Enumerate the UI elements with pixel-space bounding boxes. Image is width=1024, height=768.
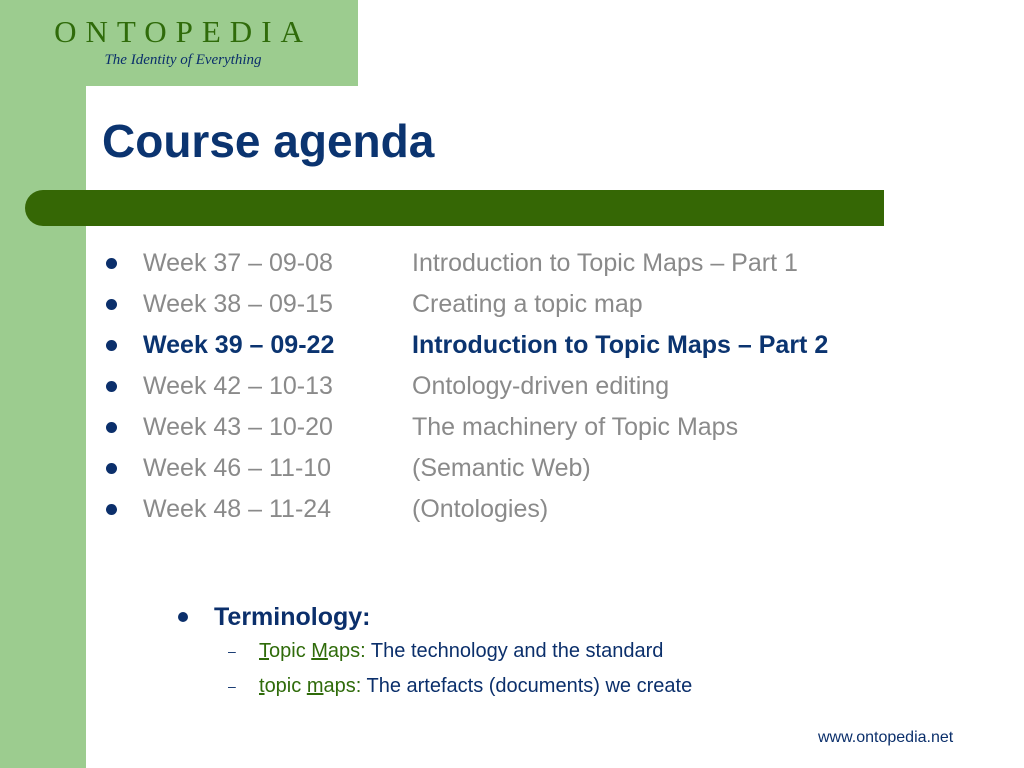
agenda-week: Week 38 – 09-15: [143, 290, 333, 318]
ontopedia-logo: [48, 16, 318, 69]
agenda-week: Week 37 – 09-08: [143, 249, 333, 277]
terminology-definition-line: [259, 669, 692, 704]
term-initial: t: [259, 675, 265, 697]
term-part: aps: [323, 675, 356, 697]
terminology-definition-line: [259, 634, 663, 669]
term-part: opic: [264, 675, 307, 697]
term-definition: The technology and the standard: [365, 640, 664, 662]
bullet-icon: [106, 463, 117, 474]
agenda-topic: Ontology-driven editing: [412, 372, 670, 400]
dash-icon: –: [228, 643, 236, 659]
bullet-icon: [178, 612, 188, 622]
term-part: aps: [327, 640, 361, 662]
term-separator: :: [355, 675, 362, 697]
bullet-icon: [106, 299, 117, 310]
agenda-week: Week 39 – 09-22: [143, 331, 335, 359]
term-part: opic: [269, 640, 312, 662]
agenda-week: Week 42 – 10-13: [143, 372, 333, 400]
agenda-topic: The machinery of Topic Maps: [412, 413, 739, 441]
bullet-icon: [106, 381, 117, 392]
agenda-topic: Creating a topic map: [412, 290, 643, 318]
bullet-icon: [106, 258, 117, 269]
slide-title: Course agenda: [102, 115, 435, 167]
footer-url: www.ontopedia.net: [818, 729, 954, 746]
term-definition: The artefacts (documents) we create: [361, 675, 693, 697]
bullet-icon: [106, 504, 117, 515]
agenda-week: Week 46 – 11-10: [143, 454, 332, 482]
bullet-icon: [106, 340, 117, 351]
agenda-week: Week 48 – 11-24: [143, 495, 332, 523]
agenda-topic: Introduction to Topic Maps – Part 2: [412, 331, 829, 359]
term-initial: m: [306, 675, 324, 697]
title-underline-bar: [25, 190, 884, 226]
terminology-heading: Terminology:: [214, 603, 371, 631]
bullet-icon: [106, 422, 117, 433]
agenda-topic: (Ontologies): [412, 495, 549, 523]
left-decorative-band: [0, 0, 86, 768]
term-separator: :: [360, 640, 366, 662]
term-initial: T: [259, 640, 269, 662]
agenda-topic: Introduction to Topic Maps – Part 1: [412, 249, 798, 277]
logo-name: ONTOPEDIA: [54, 14, 312, 49]
agenda-topic: (Semantic Web): [412, 454, 591, 482]
term-initial: M: [311, 640, 328, 662]
dash-icon: –: [228, 678, 236, 694]
logo-tagline: The Identity of Everything: [104, 52, 262, 68]
agenda-week: Week 43 – 10-20: [143, 413, 333, 441]
